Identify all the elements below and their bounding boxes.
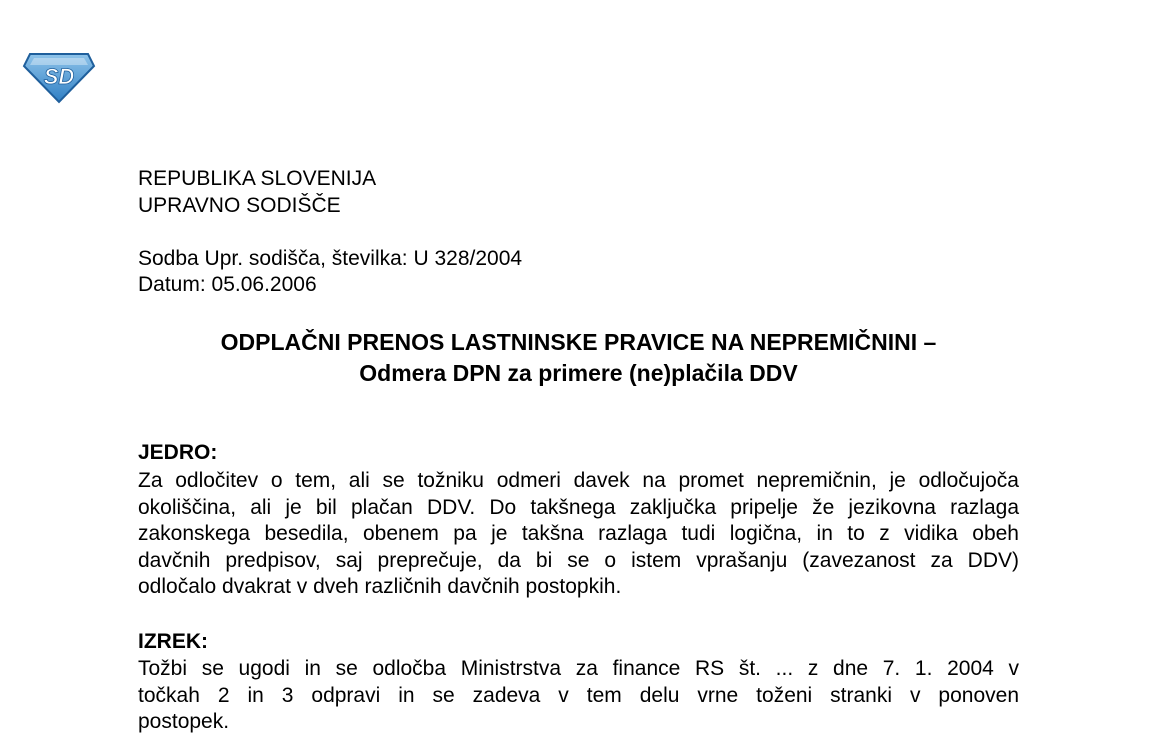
izrek-body <box>138 656 1019 736</box>
document-title <box>138 327 1019 389</box>
jedro-line: okoliščina, ali je bil plačan DDV. Do takšnega zaključka pripelje že jezikovna razlaga <box>138 495 1019 519</box>
title-line-1: ODPLAČNI PRENOS LASTNINSKE PRAVICE NA NEPREMIČNINI – <box>220 329 937 355</box>
court-header <box>138 165 376 219</box>
jedro-heading: JEDRO: <box>138 441 218 464</box>
republic-label: REPUBLIKA SLOVENIJA <box>138 167 377 190</box>
jedro-line: davčnih predpisov, saj preprečuje, da bi se o istem vprašanju (zavezanost za DDV) <box>138 548 1019 572</box>
izrek-line: postopek. <box>138 710 230 734</box>
izrek-line: točkah 2 in 3 odpravi in se zadeva v tem delu vrne toženi stranki v ponoven <box>138 683 1019 707</box>
case-date: Datum: 05.06.2006 <box>138 273 317 296</box>
jedro-body <box>138 468 1019 601</box>
jedro-line: odločalo dvakrat v dveh različnih davčnih postopkih. <box>138 575 622 599</box>
svg-text:SD: SD <box>43 64 75 89</box>
case-meta <box>138 246 522 298</box>
title-line-2: Odmera DPN za primere (ne)plačila DDV <box>359 360 798 386</box>
case-number: Sodba Upr. sodišča, številka: U 328/2004 <box>138 247 523 270</box>
jedro-line: zakonskega besedila, obenem pa je takšna razlaga tudi logična, in to z vidika obeh <box>138 522 1019 546</box>
izrek-heading: IZREK: <box>138 630 208 653</box>
jedro-line: Za odločitev o tem, ali se tožniku odmeri davek na promet nepremičnin, je odločujoča <box>138 469 1019 492</box>
izrek-line: Tožbi se ugodi in se odločba Ministrstva za finance RS št. ... z dne 7. 1. 2004 v <box>138 657 1019 680</box>
court-name: UPRAVNO SODIŠČE <box>138 194 341 217</box>
court-logo-icon <box>22 48 96 104</box>
